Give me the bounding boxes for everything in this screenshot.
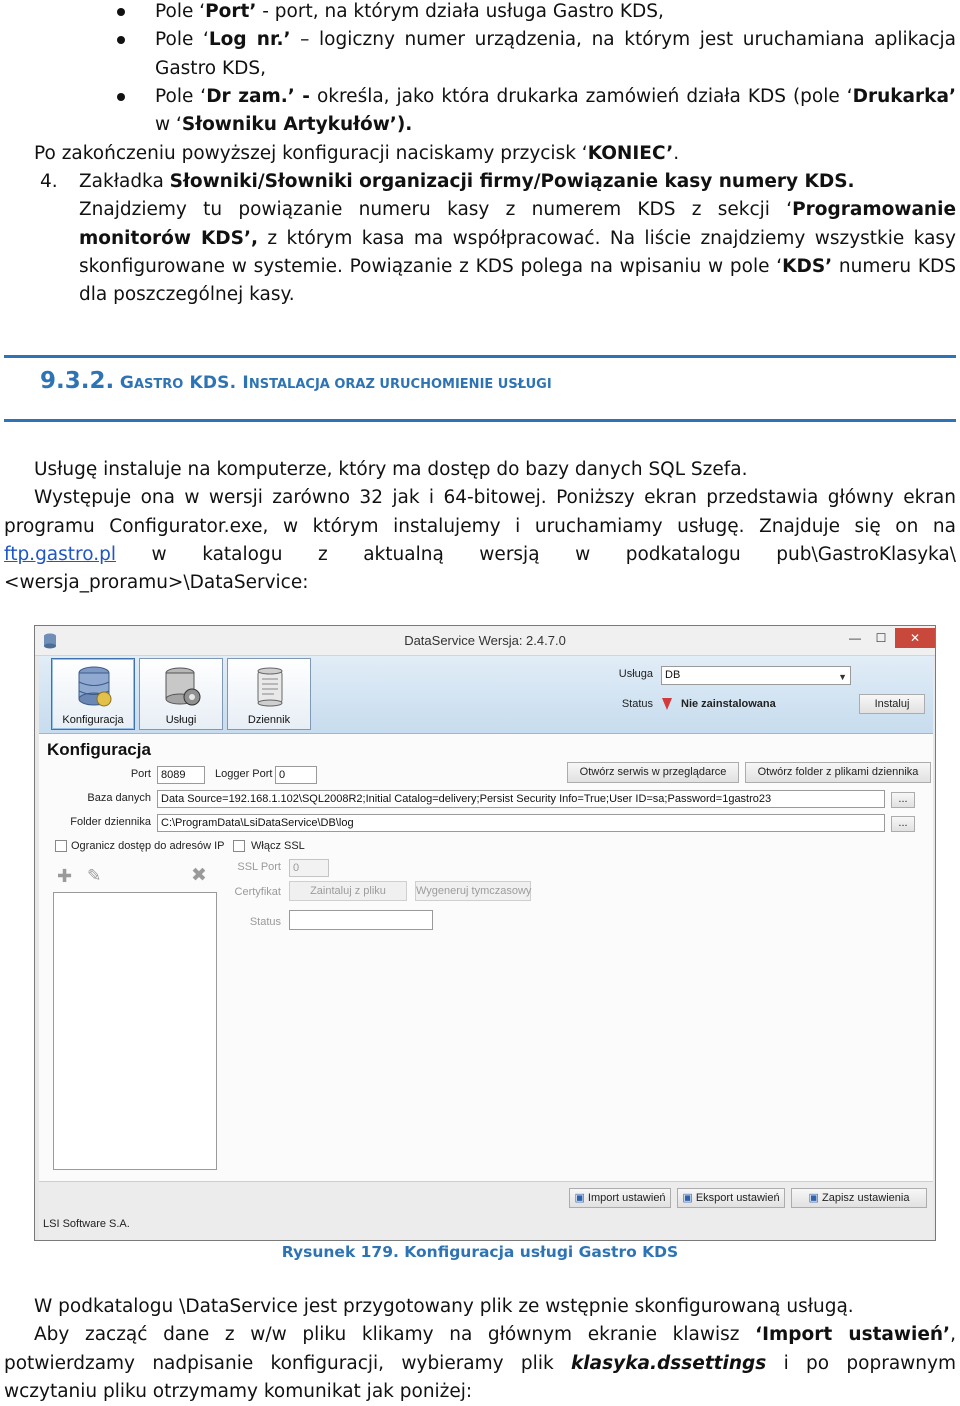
bullet-log-nr: Pole ‘Log nr.’ – logiczny numer urządzenia, na którym jest uruchamiana aplikacja Gastro KDS, bbox=[0, 26, 956, 83]
tool-label: Konfiguracja bbox=[62, 714, 124, 726]
install-button[interactable]: Instaluj bbox=[859, 694, 925, 714]
logger-port-label: Logger Port bbox=[215, 768, 273, 780]
section-rule-bottom bbox=[4, 419, 956, 422]
install-paragraph: Usługę instaluje na komputerze, który ma dostęp do bazy danych SQL Szefa. Występuje ona w wersji zarówno 32 jak i 64-bitowej. Poniższy ekran przedstawia główny ekran programu Configurator.exe, w którym instalujemy i uruchamiamy usługę. Znajduje się on na ftp.gastro.pl w katalogu z aktualną wersją w podkatalogu pub\GastroKlasyka\<wersja_proramu>\DataService: bbox=[4, 459, 956, 594]
step-number: 4. bbox=[40, 171, 58, 192]
figure-caption: Rysunek 179. Konfiguracja usługi Gastro KDS bbox=[281, 1243, 679, 1261]
section-rule-top bbox=[4, 355, 956, 358]
export-settings-button[interactable]: ▣ Eksport ustawień bbox=[677, 1188, 785, 1208]
minimize-button[interactable]: — bbox=[849, 631, 861, 645]
service-select[interactable]: DB ▼ bbox=[661, 666, 851, 685]
generate-temp-button[interactable]: Wygeneruj tymczasowy bbox=[415, 881, 531, 901]
database-browse-button[interactable]: ... bbox=[891, 792, 915, 808]
company-footer: LSI Software S.A. bbox=[43, 1218, 130, 1230]
open-browser-button[interactable]: Otwórz serwis w przeglądarce bbox=[567, 762, 739, 783]
bullet-dot-icon bbox=[117, 36, 125, 44]
title-bar bbox=[35, 626, 935, 656]
port-label: Port bbox=[130, 768, 151, 780]
export-icon: ▣ bbox=[682, 1192, 693, 1204]
tool-dziennik-button[interactable] bbox=[227, 658, 311, 730]
database-config-icon bbox=[74, 665, 114, 709]
tool-label: Usługi bbox=[165, 714, 197, 726]
step-content: Zakładka Słowniki/Słowniki organizacji firmy/Powiązanie kasy numery KDS. Znajdziemy tu powiązanie numeru kasy z numerem KDS z sekcji ‘Programowanie monitorów KDS’, z którym kasa ma współpracować. Na liście znajdziemy wszystkie kasy skonfigurowane w systemie. Powiązanie z KDS polega na wpisaniu w pole ‘KDS’ numeru KDS dla poszczególnej kasy. bbox=[79, 171, 956, 306]
tool-label: Dziennik bbox=[247, 714, 291, 726]
chevron-down-icon: ▼ bbox=[838, 672, 847, 682]
log-folder-browse-button[interactable]: ... bbox=[891, 816, 915, 832]
section-heading: 9.3.2. GASTRO KDS. INSTALACJA ORAZ URUCHOMIENIE USŁUGI bbox=[40, 368, 552, 394]
close-button[interactable]: ✕ bbox=[895, 628, 935, 648]
status-label: Status bbox=[621, 698, 653, 710]
ftp-link[interactable]: ftp.gastro.pl bbox=[4, 543, 116, 565]
status-warning-icon bbox=[661, 697, 673, 711]
bullet-list bbox=[0, 0, 956, 139]
bullet-dot-icon bbox=[117, 8, 125, 16]
import-settings-button[interactable]: ▣ Import ustawień bbox=[569, 1188, 671, 1208]
ssl-status-field[interactable] bbox=[289, 910, 433, 930]
bullet-port: Pole ‘Port’ - port, na którym działa usługa Gastro KDS, bbox=[0, 0, 956, 26]
edit-icon[interactable]: ✎ bbox=[87, 866, 102, 885]
services-icon bbox=[162, 665, 202, 709]
install-from-file-button[interactable]: Zaintaluj z pliku bbox=[289, 881, 407, 901]
ssl-status-label: Status bbox=[249, 916, 281, 928]
log-folder-label: Folder dziennika bbox=[70, 816, 151, 828]
toolbar bbox=[39, 656, 933, 734]
ssl-enable-label: Włącz SSL bbox=[251, 840, 305, 852]
save-settings-button[interactable]: ▣ Zapisz ustawienia bbox=[791, 1188, 927, 1208]
save-icon: ▣ bbox=[808, 1192, 819, 1204]
ssl-checkbox[interactable] bbox=[233, 840, 245, 852]
ip-list[interactable] bbox=[53, 892, 217, 1170]
certificate-label: Certyfikat bbox=[234, 886, 281, 898]
dataservice-window bbox=[34, 625, 936, 1241]
step-4 bbox=[40, 168, 956, 309]
port-input[interactable]: 8089 bbox=[157, 766, 205, 784]
database-label: Baza danych bbox=[87, 792, 151, 804]
logger-port-input[interactable]: 0 bbox=[275, 766, 317, 784]
tool-uslugi-button[interactable] bbox=[139, 658, 223, 730]
service-label: Usługa bbox=[618, 668, 653, 680]
panel-title: Konfiguracja bbox=[47, 740, 151, 759]
import-icon: ▣ bbox=[574, 1192, 585, 1204]
open-logs-folder-button[interactable]: Otwórz folder z plikami dziennika bbox=[745, 762, 931, 783]
tool-konfiguracja-button[interactable] bbox=[51, 658, 135, 730]
ip-restrict-label: Ogranicz dostęp do adresów IP bbox=[71, 840, 225, 852]
ssl-port-label: SSL Port bbox=[237, 861, 281, 873]
delete-icon[interactable]: ✖ bbox=[191, 865, 207, 886]
window-title: DataService Wersja: 2.4.7.0 bbox=[404, 633, 566, 648]
database-input[interactable]: Data Source=192.168.1.102\SQL2008R2;Initial Catalog=delivery;Persist Security Info=True;User ID=sa;Password=1gastro23 bbox=[157, 790, 885, 808]
bullet-dot-icon bbox=[117, 93, 125, 101]
status-value: Nie zainstalowana bbox=[681, 698, 776, 710]
konec-instruction: Po zakończeniu powyższej konfiguracji naciskamy przycisk ‘KONIEC’. bbox=[34, 143, 680, 164]
maximize-button[interactable]: ☐ bbox=[875, 631, 887, 645]
bullet-dr-zam: Pole ‘Dr zam.’ - określa, jako która drukarka zamówień działa KDS (pole ‘Drukarka’ w ‘Słowniku Artykułów’). bbox=[0, 83, 956, 140]
log-folder-input[interactable]: C:\ProgramData\LsiDataService\DB\log bbox=[157, 814, 885, 832]
log-scroll-icon bbox=[250, 665, 290, 709]
ssl-port-input[interactable]: 0 bbox=[289, 859, 329, 877]
ip-restrict-checkbox[interactable] bbox=[55, 840, 67, 852]
add-icon[interactable]: ✚ bbox=[57, 866, 73, 886]
import-paragraph: W podkatalogu \DataService jest przygotowany plik ze wstępnie skonfigurowaną usługą. Aby zacząć dane z w/w pliku klikamy na głównym ekranie klawisz ‘Import ustawień’, potwierdzamy nadpisanie konfiguracji, wybieramy plik klasyka.dssettings i po poprawnym wczytaniu pliku otrzymamy komunikat jak poniżej: bbox=[4, 1296, 957, 1402]
